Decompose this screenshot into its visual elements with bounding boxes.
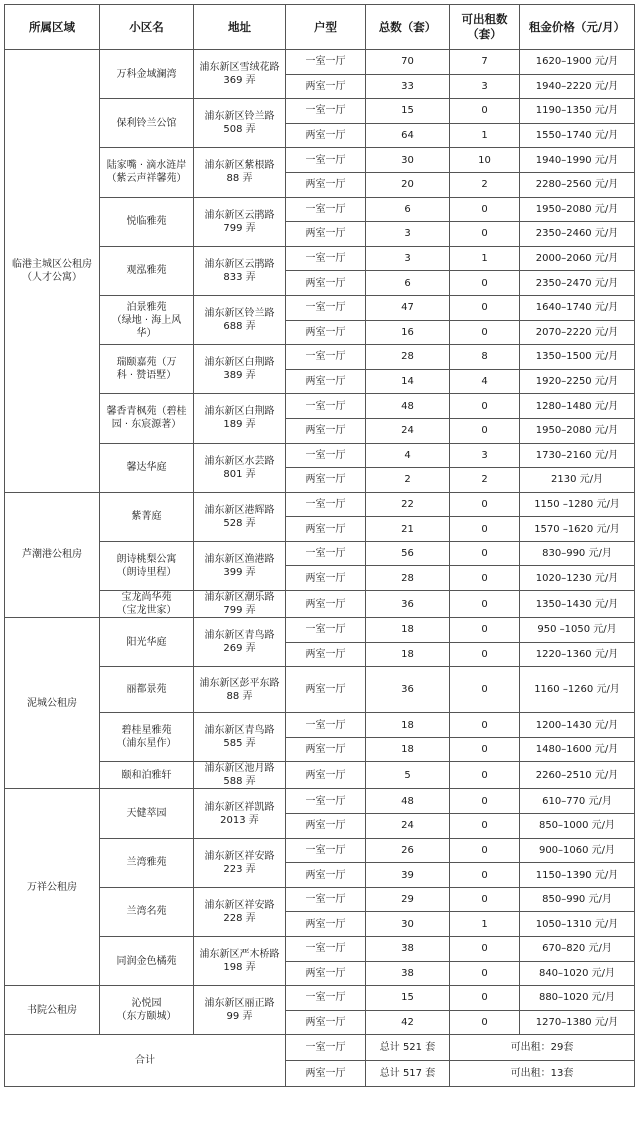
community-address: 浦东新区严木桥路 198 弄 [194,937,286,986]
unit-type: 一室一厅 [286,713,366,738]
unit-available: 0 [450,591,520,618]
unit-total: 64 [366,123,450,148]
community-name: 万科金域澜湾 [100,50,194,99]
community-name: 兰湾雅苑 [100,838,194,887]
unit-type: 两室一厅 [286,74,366,99]
unit-available: 0 [450,618,520,643]
table-row [5,713,635,738]
unit-total: 70 [366,50,450,75]
unit-type: 两室一厅 [286,762,366,789]
unit-available: 3 [450,74,520,99]
unit-available: 0 [450,566,520,591]
community-name: 丽都景苑 [100,667,194,713]
summary-label: 合计 [5,1035,286,1087]
unit-total: 56 [366,541,450,566]
unit-type: 两室一厅 [286,468,366,493]
unit-available: 0 [450,838,520,863]
unit-type: 一室一厅 [286,148,366,173]
community-name: 陆家嘴 · 滴水涟岸 （紫云声祥馨苑） [100,148,194,197]
unit-price: 1270–1380 元/月 [520,1010,635,1035]
unit-price: 1050–1310 元/月 [520,912,635,937]
unit-available: 0 [450,667,520,713]
unit-type: 两室一厅 [286,271,366,296]
table-row [5,541,635,566]
unit-available: 0 [450,737,520,762]
community-address: 浦东新区青鸟路 269 弄 [194,618,286,667]
community-name: 紫菁庭 [100,492,194,541]
unit-price: 610–770 元/月 [520,789,635,814]
unit-available: 0 [450,642,520,667]
community-address: 浦东新区白荆路 389 弄 [194,345,286,394]
community-address: 浦东新区铃兰路 508 弄 [194,99,286,148]
community-name: 保利铃兰公馆 [100,99,194,148]
unit-price: 1570 –1620 元/月 [520,517,635,542]
unit-available: 0 [450,541,520,566]
unit-available: 2 [450,468,520,493]
table-row [5,443,635,468]
table-row [5,838,635,863]
unit-type: 两室一厅 [286,517,366,542]
community-address: 浦东新区祥安路 223 弄 [194,838,286,887]
community-address: 浦东新区紫根路 88 弄 [194,148,286,197]
unit-type: 一室一厅 [286,986,366,1011]
table-row [5,667,635,713]
summary-total: 总计 517 套 [366,1061,450,1087]
summary-available: 可出租：29套 [450,1035,635,1061]
unit-available: 1 [450,912,520,937]
unit-total: 26 [366,838,450,863]
unit-price: 840–1020 元/月 [520,961,635,986]
unit-type: 两室一厅 [286,566,366,591]
community-name: 悦临雅苑 [100,197,194,246]
region-name: 芦潮港公租房 [5,492,100,617]
unit-total: 38 [366,961,450,986]
unit-total: 6 [366,271,450,296]
table-row [5,591,635,618]
unit-type: 一室一厅 [286,492,366,517]
unit-available: 0 [450,492,520,517]
community-address: 浦东新区白荆路 189 弄 [194,394,286,443]
summary-unit-type: 一室一厅 [286,1035,366,1061]
table-row [5,887,635,912]
unit-price: 1730–2160 元/月 [520,443,635,468]
table-row [5,246,635,271]
community-address: 浦东新区彭平东路 88 弄 [194,667,286,713]
unit-type: 两室一厅 [286,1010,366,1035]
unit-total: 28 [366,345,450,370]
unit-type: 一室一厅 [286,197,366,222]
unit-total: 22 [366,492,450,517]
unit-price: 1350–1500 元/月 [520,345,635,370]
community-address: 浦东新区云鹃路 799 弄 [194,197,286,246]
unit-available: 0 [450,937,520,962]
unit-available: 0 [450,713,520,738]
unit-total: 18 [366,618,450,643]
unit-type: 两室一厅 [286,222,366,247]
unit-price: 880–1020 元/月 [520,986,635,1011]
unit-available: 0 [450,814,520,839]
region-name: 临港主城区公租房 （人才公寓） [5,50,100,493]
unit-total: 30 [366,912,450,937]
unit-price: 2000–2060 元/月 [520,246,635,271]
community-name: 观泓雅苑 [100,246,194,295]
table-row [5,345,635,370]
unit-total: 6 [366,197,450,222]
unit-type: 两室一厅 [286,863,366,888]
unit-available: 0 [450,517,520,542]
community-name: 颐和泊雅轩 [100,762,194,789]
community-name: 宝龙尚华苑 （宝龙世家） [100,591,194,618]
unit-price: 2280–2560 元/月 [520,172,635,197]
unit-price: 1280–1480 元/月 [520,394,635,419]
unit-type: 两室一厅 [286,418,366,443]
unit-price: 850–990 元/月 [520,887,635,912]
table-row [5,986,635,1011]
unit-price: 830–990 元/月 [520,541,635,566]
unit-total: 48 [366,789,450,814]
unit-type: 两室一厅 [286,737,366,762]
unit-price: 1220–1360 元/月 [520,642,635,667]
unit-total: 14 [366,369,450,394]
region-name: 泥城公租房 [5,618,100,789]
unit-type: 两室一厅 [286,814,366,839]
community-address: 浦东新区港辉路 528 弄 [194,492,286,541]
table-row [5,789,635,814]
unit-available: 0 [450,762,520,789]
table-row [5,762,635,789]
unit-available: 0 [450,271,520,296]
unit-available: 8 [450,345,520,370]
table-body [5,50,635,1087]
unit-total: 38 [366,937,450,962]
unit-price: 1190–1350 元/月 [520,99,635,124]
unit-available: 0 [450,295,520,320]
community-name: 兰湾名苑 [100,887,194,936]
unit-available: 0 [450,320,520,345]
unit-type: 一室一厅 [286,295,366,320]
unit-total: 3 [366,222,450,247]
unit-available: 0 [450,887,520,912]
unit-price: 670–820 元/月 [520,937,635,962]
table-row [5,618,635,643]
unit-total: 16 [366,320,450,345]
unit-total: 36 [366,667,450,713]
unit-price: 1920–2250 元/月 [520,369,635,394]
unit-price: 1940–2220 元/月 [520,74,635,99]
unit-type: 一室一厅 [286,345,366,370]
community-address: 浦东新区祥安路 228 弄 [194,887,286,936]
unit-type: 两室一厅 [286,123,366,148]
unit-type: 两室一厅 [286,172,366,197]
community-name: 瑞颐嘉苑（万 科 · 赞语墅） [100,345,194,394]
community-name: 同润金色橘苑 [100,937,194,986]
unit-total: 33 [366,74,450,99]
unit-available: 3 [450,443,520,468]
unit-price: 1640–1740 元/月 [520,295,635,320]
unit-available: 0 [450,961,520,986]
unit-type: 两室一厅 [286,320,366,345]
unit-available: 0 [450,863,520,888]
unit-available: 1 [450,123,520,148]
community-name: 天健萃园 [100,789,194,838]
community-address: 浦东新区云鹃路 833 弄 [194,246,286,295]
unit-price: 2070–2220 元/月 [520,320,635,345]
unit-type: 一室一厅 [286,789,366,814]
unit-available: 1 [450,246,520,271]
unit-type: 一室一厅 [286,541,366,566]
unit-total: 18 [366,642,450,667]
community-address: 浦东新区青鸟路 585 弄 [194,713,286,762]
community-address: 浦东新区祥凯路 2013 弄 [194,789,286,838]
community-name: 朗诗桃梨公寓 （朗诗里程） [100,541,194,590]
unit-price: 1160 –1260 元/月 [520,667,635,713]
unit-price: 1950–2080 元/月 [520,418,635,443]
unit-type: 两室一厅 [286,961,366,986]
table-row [5,937,635,962]
unit-price: 1480–1600 元/月 [520,737,635,762]
unit-price: 2350–2460 元/月 [520,222,635,247]
unit-price: 2130 元/月 [520,468,635,493]
unit-total: 30 [366,148,450,173]
unit-price: 1020–1230 元/月 [520,566,635,591]
unit-type: 一室一厅 [286,838,366,863]
community-name: 沁悦园 （东方颐城） [100,986,194,1035]
unit-type: 两室一厅 [286,591,366,618]
header-price: 租金价格（元/月） [520,5,635,50]
unit-type: 一室一厅 [286,618,366,643]
unit-total: 47 [366,295,450,320]
community-address: 浦东新区渔港路 399 弄 [194,541,286,590]
unit-price: 950 –1050 元/月 [520,618,635,643]
community-address: 浦东新区铃兰路 688 弄 [194,295,286,344]
unit-available: 4 [450,369,520,394]
unit-type: 一室一厅 [286,937,366,962]
table-row [5,197,635,222]
unit-price: 1350–1430 元/月 [520,591,635,618]
unit-price: 1550–1740 元/月 [520,123,635,148]
unit-available: 2 [450,172,520,197]
unit-type: 一室一厅 [286,443,366,468]
summary-row [5,1035,635,1061]
community-address: 浦东新区丽正路 99 弄 [194,986,286,1035]
table-row [5,394,635,419]
unit-total: 4 [366,443,450,468]
unit-available: 10 [450,148,520,173]
header-row [5,5,635,50]
region-name: 书院公租房 [5,986,100,1035]
unit-total: 24 [366,814,450,839]
unit-total: 18 [366,737,450,762]
unit-type: 两室一厅 [286,642,366,667]
summary-total: 总计 521 套 [366,1035,450,1061]
header-total: 总数（套） [366,5,450,50]
header-address: 地址 [194,5,286,50]
unit-type: 两室一厅 [286,667,366,713]
unit-price: 1150 –1280 元/月 [520,492,635,517]
community-name: 碧桂星雅苑 （浦东星作） [100,713,194,762]
table-row [5,295,635,320]
unit-total: 15 [366,986,450,1011]
unit-total: 36 [366,591,450,618]
unit-type: 一室一厅 [286,394,366,419]
table-row [5,148,635,173]
unit-type: 一室一厅 [286,887,366,912]
community-name: 馨香青枫苑（碧桂 园 · 东宸源著） [100,394,194,443]
unit-total: 20 [366,172,450,197]
table-row [5,99,635,124]
unit-price: 1200–1430 元/月 [520,713,635,738]
unit-type: 一室一厅 [286,246,366,271]
unit-available: 0 [450,1010,520,1035]
unit-available: 0 [450,99,520,124]
header-unit-type: 户型 [286,5,366,50]
unit-total: 48 [366,394,450,419]
unit-price: 850–1000 元/月 [520,814,635,839]
community-name: 泊景雅苑 （绿地 · 海上风 华） [100,295,194,344]
unit-type: 两室一厅 [286,912,366,937]
unit-total: 24 [366,418,450,443]
community-name: 馨达华庭 [100,443,194,492]
unit-available: 0 [450,222,520,247]
unit-available: 0 [450,197,520,222]
unit-available: 0 [450,789,520,814]
summary-unit-type: 两室一厅 [286,1061,366,1087]
table-row [5,492,635,517]
unit-price: 2260–2510 元/月 [520,762,635,789]
unit-total: 15 [366,99,450,124]
header-region: 所属区域 [5,5,100,50]
unit-type: 两室一厅 [286,369,366,394]
unit-type: 一室一厅 [286,99,366,124]
unit-available: 7 [450,50,520,75]
community-address: 浦东新区水芸路 801 弄 [194,443,286,492]
unit-total: 3 [366,246,450,271]
unit-total: 18 [366,713,450,738]
community-name: 阳光华庭 [100,618,194,667]
community-address: 浦东新区池月路 588 弄 [194,762,286,789]
unit-total: 42 [366,1010,450,1035]
header-community: 小区名 [100,5,194,50]
unit-total: 2 [366,468,450,493]
unit-total: 29 [366,887,450,912]
unit-available: 0 [450,418,520,443]
unit-available: 0 [450,394,520,419]
unit-price: 900–1060 元/月 [520,838,635,863]
unit-total: 28 [366,566,450,591]
unit-price: 1150–1390 元/月 [520,863,635,888]
unit-price: 1950–2080 元/月 [520,197,635,222]
unit-price: 2350–2470 元/月 [520,271,635,296]
unit-price: 1620–1900 元/月 [520,50,635,75]
unit-type: 一室一厅 [286,50,366,75]
table-row [5,50,635,75]
unit-price: 1940–1990 元/月 [520,148,635,173]
unit-total: 5 [366,762,450,789]
community-address: 浦东新区雪绒花路 369 弄 [194,50,286,99]
region-name: 万祥公租房 [5,789,100,986]
unit-total: 21 [366,517,450,542]
summary-available: 可出租：13套 [450,1061,635,1087]
community-address: 浦东新区潮乐路 799 弄 [194,591,286,618]
unit-total: 39 [366,863,450,888]
rental-table [4,4,635,1087]
unit-available: 0 [450,986,520,1011]
header-available: 可出租数 （套） [450,5,520,50]
